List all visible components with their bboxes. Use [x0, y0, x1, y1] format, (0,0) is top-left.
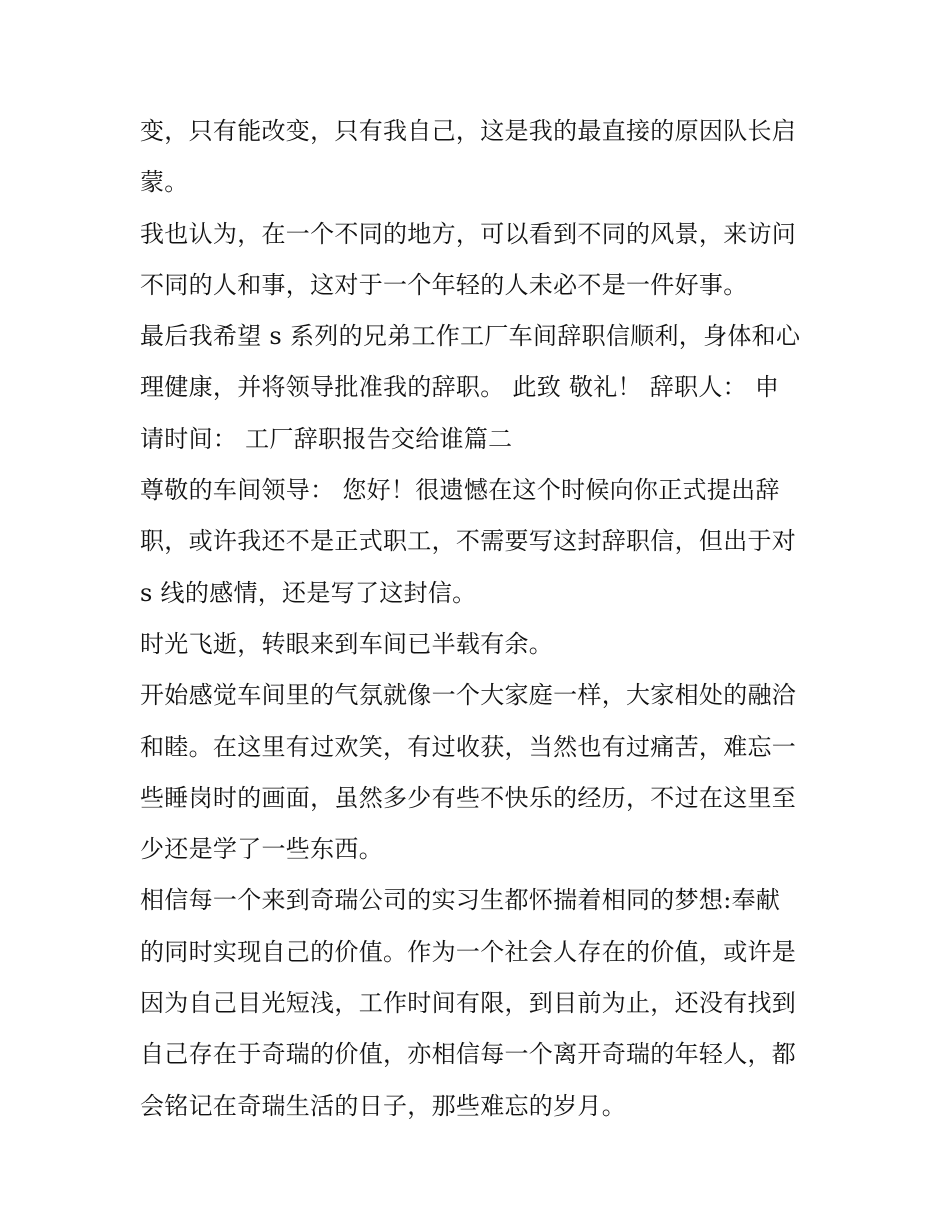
- document-body: [140, 106, 820, 1132]
- text-line: 不同的人和事，这对于一个年轻的人未必不是一件好事。: [140, 270, 748, 299]
- text-line: 开始感觉车间里的气氛就像一个大家庭一样，大家相处的融洽: [140, 681, 797, 710]
- text-line: 因为自己目光短浅，工作时间有限，到目前为止，还没有找到: [140, 989, 797, 1018]
- text-line: 些睡岗时的画面，虽然多少有些不快乐的经历，不过在这里至: [140, 783, 797, 812]
- text-line: 职，或许我还不是正式职工，不需要写这封辞职信，但出于对: [140, 527, 797, 556]
- text-line: 变，只有能改变，只有我自己，这是我的最直接的原因队长启: [140, 117, 797, 145]
- text-line: 相信每一个来到奇瑞公司的实习生都怀揣着相同的梦想:奉献: [140, 886, 781, 915]
- text-line: 会铭记在奇瑞生活的日子，那些难忘的岁月。: [140, 1091, 626, 1120]
- text-line: 请时间： 工厂辞职报告交给谁篇二: [140, 424, 513, 453]
- text-line: s 线的感情，还是写了这封信。: [140, 578, 477, 607]
- text-line: 尊敬的车间领导： 您好！很遗憾在这个时候向你正式提出辞: [140, 476, 780, 505]
- text-line: 我也认为，在一个不同的地方，可以看到不同的风景，来访问: [140, 219, 797, 248]
- text-line: 理健康，并将领导批准我的辞职。 此致 敬礼！ 辞职人： 申: [140, 373, 780, 402]
- text-line: 的同时实现自己的价值。作为一个社会人存在的价值，或许是: [140, 937, 797, 966]
- text-line: 自己存在于奇瑞的价值，亦相信每一个离开奇瑞的年轻人，都: [140, 1040, 797, 1069]
- text-line: 最后我希望 s 系列的兄弟工作工厂车间辞职信顺利，身体和心: [140, 322, 801, 351]
- text-line: 蒙。: [140, 168, 189, 197]
- text-line: 少还是学了一些东西。: [140, 835, 383, 864]
- text-line: 和睦。在这里有过欢笑，有过收获，当然也有过痛苦，难忘一: [140, 732, 797, 761]
- text-line: 时光飞逝，转眼来到车间已半载有余。: [140, 629, 554, 658]
